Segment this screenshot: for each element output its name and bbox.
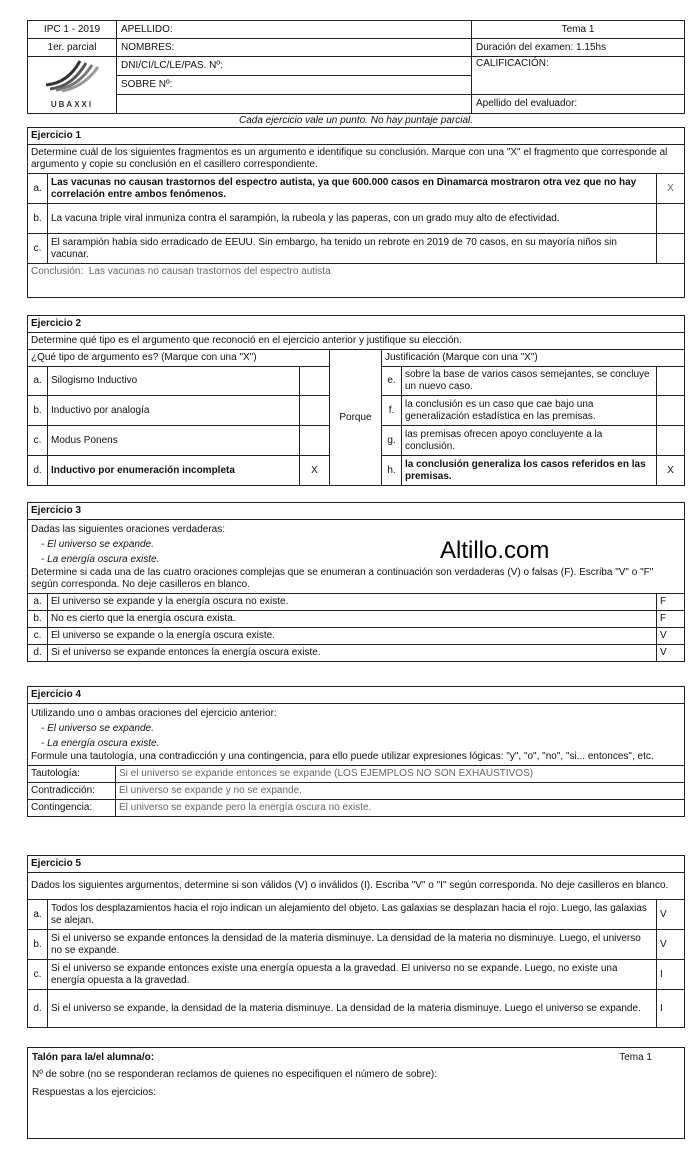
ej3-letter: a. [28, 594, 48, 611]
scoring-note: Cada ejercicio vale un punto. No hay puntaje parcial. [238, 115, 474, 126]
ej2-left-letter: d. [28, 456, 48, 486]
ej3-answer-box[interactable]: V [656, 645, 684, 662]
ej4-instructions: Formule una tautología, una contradicción y una contingencia, para ello puede utilizar expresiones lógicas: "y", "o", "no", "si... entonces", etc. [31, 751, 654, 762]
ej2-left-letter: c. [28, 426, 48, 456]
ej4-premise: - El universo se expande. [41, 723, 154, 734]
ej4-answer-field[interactable]: El universo se expande y no se expande. [116, 783, 685, 800]
ej5-item-text: Todos los desplazamientos hacia el rojo indican un alejamiento del objeto. Las galaxias se desplazan hacia el rojo. Luego, las galaxias se alejan. [48, 900, 657, 930]
ej4-answer-field[interactable]: El universo se expande pero la energía oscura no existe. [116, 800, 685, 817]
ejercicio-1 [27, 127, 685, 298]
ubaxxi-logo [28, 57, 117, 114]
ej4-row-label: Contingencia: [28, 800, 116, 817]
course-code: IPC 1 - 2019 [28, 21, 117, 39]
ej1-item-text: El sarampión había sido erradicado de EEUU. Sin embargo, ha tenido un rebrote en 2019 de 70 casos, en su mayoría niños sin vacunar. [48, 234, 657, 264]
talon-title: Talón para la/el alumna/o: [32, 1052, 155, 1063]
talon-tema: Tema 1 [619, 1052, 652, 1063]
ej2-left-mark[interactable] [300, 367, 330, 396]
ej5-answer-box[interactable]: I [656, 960, 684, 990]
ej3-letter: b. [28, 611, 48, 628]
ej1-conclusion-answer: Las vacunas no causan trastornos del espectro autista [88, 266, 331, 277]
ej3-letter: c. [28, 628, 48, 645]
ej5-letter: b. [28, 930, 48, 960]
ej2-left-text: Inductivo por analogía [48, 396, 300, 426]
ej1-conclusion-field[interactable] [28, 264, 685, 298]
ej2-right-letter: f. [382, 396, 402, 426]
ej2-left-text: Modus Ponens [48, 426, 300, 456]
ej3-answer-box[interactable]: F [656, 594, 684, 611]
ej1-item-text: La vacuna triple viral inmuniza contra el sarampión, la rubeola y las paperas, con un grado muy alto de efectividad. [48, 204, 657, 234]
ejercicio-4 [27, 686, 685, 817]
ej5-letter: d. [28, 990, 48, 1028]
ej4-row-label: Tautología: [28, 766, 116, 783]
ej4-answer-field[interactable]: Si el universo se expande entonces se expande (LOS EJEMPLOS NO SON EXHAUSTIVOS) [116, 766, 685, 783]
ejercicio-5 [27, 855, 685, 1028]
ej1-instructions: Determine cuál de los siguientes fragmentos es un argumento e identifique su conclusión. Marque con una "X" el fragmento que corresponde al argumento y copie su conclusión en el casillero correspondiente. [28, 145, 685, 174]
talon-section [27, 1047, 685, 1139]
ej2-right-text: sobre la base de varios casos semejantes, se concluye un nuevo caso. [402, 367, 657, 396]
ej2-left-mark[interactable] [300, 396, 330, 426]
talon-sobre-field[interactable]: Nº de sobre (no se responderan reclamos de quienes no especifiquen el número de sobre): [32, 1069, 438, 1080]
ej2-left-letter: b. [28, 396, 48, 426]
ej4-intro: Utilizando uno o ambas oraciones del ejercicio anterior: [31, 708, 277, 719]
ej2-right-mark[interactable] [656, 396, 684, 426]
empty-header-cell [117, 95, 472, 114]
ej2-left-header: ¿Qué tipo de argumento es? (Marque con una "X") [28, 350, 330, 367]
ej2-right-letter: e. [382, 367, 402, 396]
calificacion-label: CALIFICACIÓN: [472, 57, 685, 95]
ej3-answer-box[interactable]: V [656, 628, 684, 645]
apellido-field[interactable]: APELLIDO: [117, 21, 472, 39]
ej2-right-header: Justificación (Marque con una "X") [382, 350, 685, 367]
ej2-right-text: la conclusión es un caso que cae bajo una generalización estadística en las premisas. [402, 396, 657, 426]
ej3-item-text: No es cierto que la energía oscura exista. [48, 611, 657, 628]
ej4-intro-block [28, 704, 685, 766]
ej1-letter: b. [28, 204, 48, 234]
ej3-item-text: El universo se expande o la energía oscura existe. [48, 628, 657, 645]
ej2-left-mark[interactable]: X [300, 456, 330, 486]
evaluador-label: Apellido del evaluador: [472, 95, 685, 114]
ej2-instructions: Determine qué tipo es el argumento que reconoció en el ejercicio anterior y justifique su elección. [28, 333, 685, 350]
ej2-right-text: la conclusión generaliza los casos referidos en las premisas. [402, 456, 657, 486]
ej4-premise: - La energía oscura existe. [41, 738, 160, 749]
ej3-letter: d. [28, 645, 48, 662]
talon-respuestas-field[interactable]: Respuestas a los ejercicios: [32, 1087, 156, 1098]
exam-header [27, 20, 685, 128]
ej2-right-mark[interactable] [656, 367, 684, 396]
ej5-instructions: Dados los siguientes argumentos, determine si son válidos (V) o inválidos (I). Escriba "V" o "I" según corresponda. No deje casilleros en blanco. [28, 873, 685, 900]
ej2-left-letter: a. [28, 367, 48, 396]
duracion-label: Duración del examen: 1.15hs [472, 39, 685, 57]
ej5-title: Ejercicio 5 [28, 856, 685, 873]
ej3-instructions: Determine si cada una de las cuatro oraciones complejas que se enumeran a continuación son verdaderas (V) o falsas (F). Escriba "V" o "F" según corresponda. No deje casilleros en blanco. [31, 567, 654, 590]
ej1-item-text: Las vacunas no causan trastornos del espectro autista, ya que 600.000 casos en Dinamarca mostraron otra vez que no hay correlación entre ambos fenómenos. [48, 174, 657, 204]
ej5-item-text: Si el universo se expande entonces la densidad de la materia disminuye. La densidad de la materia no disminuye. Luego, el universo no se expande. [48, 930, 657, 960]
ej1-conclusion-label: Conclusión: [31, 266, 84, 277]
ej3-answer-box[interactable]: F [656, 611, 684, 628]
ej3-intro-block [28, 520, 685, 594]
ej2-title: Ejercicio 2 [28, 316, 685, 333]
ej5-answer-box[interactable]: V [656, 900, 684, 930]
ejercicio-2 [27, 315, 685, 486]
ej5-letter: a. [28, 900, 48, 930]
ej3-intro: Dadas las siguientes oraciones verdaderas: [31, 524, 225, 535]
ej5-answer-box[interactable]: V [656, 930, 684, 960]
ej3-item-text: Si el universo se expande entonces la energía oscura existe. [48, 645, 657, 662]
ej2-porque: Porque [330, 350, 382, 486]
ej2-right-mark[interactable] [656, 426, 684, 456]
ej1-mark-box[interactable] [656, 204, 684, 234]
ej2-left-text: Silogismo Inductivo [48, 367, 300, 396]
ej2-right-text: las premisas ofrecen apoyo concluyente a la conclusión. [402, 426, 657, 456]
ej4-row-label: Contradicción: [28, 783, 116, 800]
ej2-left-mark[interactable] [300, 426, 330, 456]
ej3-title: Ejercicio 3 [28, 503, 685, 520]
logo-text: UBAXXI [50, 100, 94, 109]
parcial-label: 1er. parcial [28, 39, 117, 57]
ej2-right-letter: h. [382, 456, 402, 486]
talon-header [32, 1051, 680, 1065]
sobre-field[interactable]: SOBRE Nº: [117, 76, 472, 95]
ej2-left-text: Inductivo por enumeración incompleta [48, 456, 300, 486]
nombres-field[interactable]: NOMBRES: [117, 39, 472, 57]
dni-field[interactable]: DNI/CI/LC/LE/PAS. Nº: [117, 57, 472, 76]
ej2-right-letter: g. [382, 426, 402, 456]
ej1-letter: a. [28, 174, 48, 204]
ej5-letter: c. [28, 960, 48, 990]
ej1-mark-box[interactable] [656, 234, 684, 264]
ej1-mark-box[interactable]: X [656, 174, 684, 204]
ej3-premise: - La energía oscura existe. [41, 554, 160, 565]
ej3-item-text: El universo se expande y la energía oscura no existe. [48, 594, 657, 611]
altillo-watermark: Altillo.com [440, 537, 550, 564]
ej4-title: Ejercicio 4 [28, 687, 685, 704]
ej5-item-text: Si el universo se expande, la densidad de la materia disminuye. La densidad de la materia disminuye. Luego el universo se expande. [48, 990, 657, 1028]
ej1-letter: c. [28, 234, 48, 264]
ejercicio-3 [27, 502, 685, 662]
logo-swirl-icon [42, 59, 102, 95]
tema-label: Tema 1 [472, 21, 685, 39]
ej1-title: Ejercicio 1 [28, 128, 685, 145]
ej3-premise: - El universo se expande. [41, 539, 154, 550]
ej2-right-mark[interactable]: X [656, 456, 684, 486]
ej5-answer-box[interactable]: I [656, 990, 684, 1028]
ej5-item-text: Si el universo se expande entonces existe una energía opuesta a la gravedad. El universo no se expande. Luego, no existe una energía opuesta a la gravedad. [48, 960, 657, 990]
